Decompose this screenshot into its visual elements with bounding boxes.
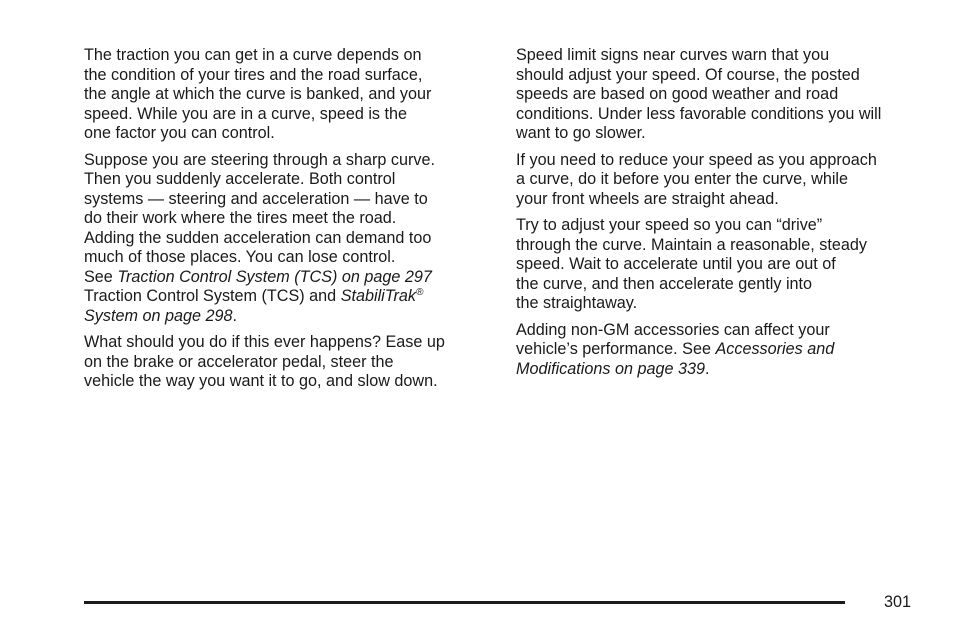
paragraph-what-to-do <box>84 333 494 392</box>
accessories-reference-link[interactable]: Accessories and <box>715 340 835 358</box>
text-line: Adding the sudden acceleration can demand too <box>84 228 432 247</box>
text-line: the angle at which the curve is banked, and your <box>84 85 432 103</box>
tcs-page-reference-link[interactable]: Traction Control System (TCS) on page 297 <box>117 267 432 286</box>
text-line: one factor you can control. <box>84 124 275 142</box>
stabilitrak-page-reference-link[interactable]: System on page 298 <box>84 306 233 325</box>
text-line: systems — steering and acceleration — have to <box>84 189 428 208</box>
text-line: speeds are based on good weather and road <box>516 85 839 103</box>
text-line: Speed limit signs near curves warn that you <box>516 46 830 64</box>
left-column <box>84 46 494 399</box>
text-line: The traction you can get in a curve depends on <box>84 46 422 64</box>
registered-mark: ® <box>415 287 424 298</box>
text-line <box>516 360 926 380</box>
text-line: the curve, and then accelerate gently into <box>516 274 813 293</box>
text-line: If you need to reduce your speed as you approach <box>516 150 877 169</box>
text-line <box>84 307 494 327</box>
text-line <box>84 268 494 288</box>
text-line <box>84 287 494 307</box>
text-line: speed. Wait to accelerate until you are out of <box>516 255 836 273</box>
text-line: through the curve. Maintain a reasonable, steady <box>516 235 867 254</box>
text-line: Try to adjust your speed so you can “drive” <box>516 216 823 234</box>
performance-text: vehicle’s performance. See <box>516 340 716 358</box>
text-line: a curve, do it before you enter the curve, while <box>516 170 849 188</box>
text-line <box>516 340 926 360</box>
period: . <box>705 359 710 378</box>
text-line: Then you suddenly accelerate. Both control <box>84 170 396 188</box>
text-line: Adding non-GM accessories can affect your <box>516 320 830 339</box>
page-number: 301 <box>884 593 912 611</box>
text-line: want to go slower. <box>516 124 646 142</box>
paragraph-speed-limit-signs <box>516 46 926 144</box>
paragraph-reduce-speed <box>516 151 926 210</box>
text-line: your front wheels are straight ahead. <box>516 189 779 208</box>
text-line: the condition of your tires and the road surface, <box>84 65 423 84</box>
text-line: the straightaway. <box>516 294 638 312</box>
paragraph-accessories <box>516 321 926 380</box>
text-line: Suppose you are steering through a sharp curve. <box>84 150 435 169</box>
text-line: speed. While you are in a curve, speed is the <box>84 104 408 123</box>
text-line: What should you do if this ever happens? Ease up <box>84 333 445 351</box>
footer-rule <box>84 601 845 604</box>
text-line: vehicle the way you want it to go, and slow down. <box>84 372 438 390</box>
right-column <box>516 46 926 386</box>
paragraph-drive-through-curve <box>516 216 926 314</box>
period: . <box>232 306 237 325</box>
stabilitrak-reference-link[interactable] <box>341 287 424 305</box>
paragraph-sharp-curve <box>84 151 494 327</box>
see-text: See <box>84 267 118 286</box>
text-line: much of those places. You can lose control. <box>84 248 396 266</box>
text-line: do their work where the tires meet the road. <box>84 209 397 227</box>
accessories-page-reference-link[interactable]: Modifications on page 339 <box>516 359 705 378</box>
tcs-and-text: Traction Control System (TCS) and <box>84 287 341 305</box>
paragraph-traction-in-curve <box>84 46 494 144</box>
stabilitrak-name: StabiliTrak <box>340 287 416 305</box>
text-line: conditions. Under less favorable conditions you will <box>516 104 882 123</box>
text-line: should adjust your speed. Of course, the posted <box>516 65 860 84</box>
text-line: on the brake or accelerator pedal, steer the <box>84 352 394 371</box>
